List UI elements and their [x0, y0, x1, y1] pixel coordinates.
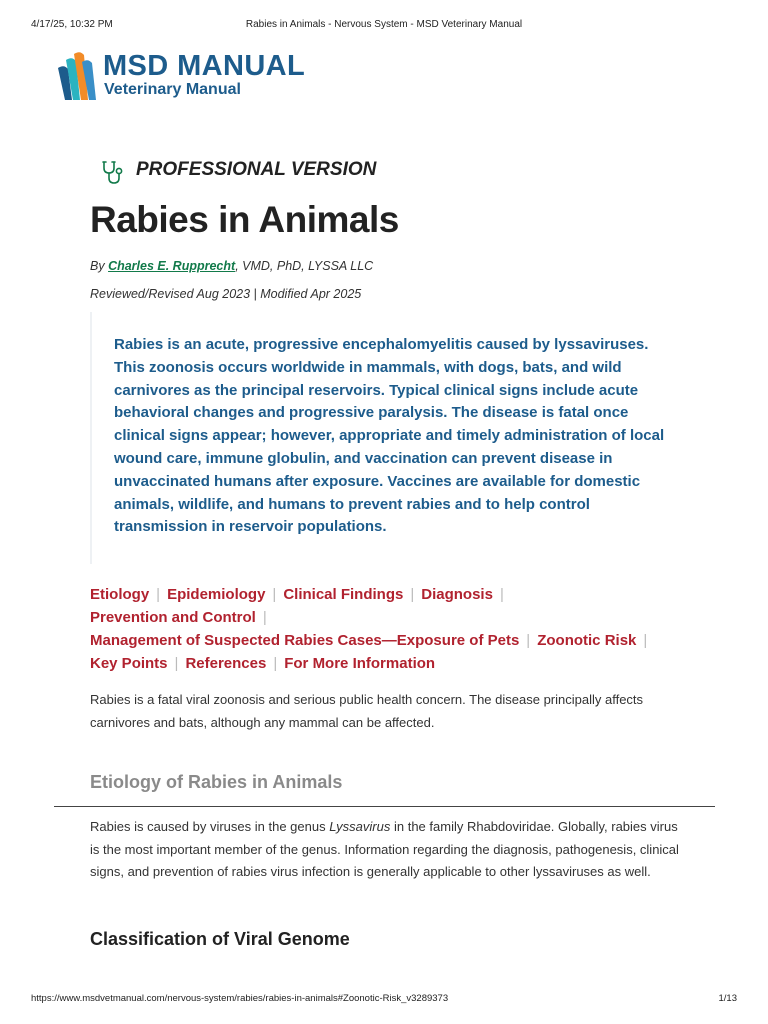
logo-subtitle: Veterinary Manual — [104, 81, 241, 98]
toc-link-epidemiology[interactable]: Epidemiology — [167, 586, 266, 603]
author-credentials: , VMD, PhD, LYSSA LLC — [235, 259, 374, 273]
toc-link-zoonotic-risk[interactable]: Zoonotic Risk — [537, 632, 637, 649]
etiology-text-end: in the family Rhabdoviridae. Globally, rabies virus is the most important member of the genus. Information regarding the diagnosis, pathogenesis, clinical signs, and prevention of rabies virus infection is generally applicable to other lyssaviruses as well. — [90, 819, 679, 880]
toc-link-diagnosis[interactable]: Diagnosis — [421, 586, 493, 603]
summary-text: Rabies is an acute, progressive encephalomyelitis caused by lyssaviruses. This zoonosis occurs worldwide in mammals, with dogs, bats, and wild carnivores as the principal reservoirs. Typical clinical signs include acute behavioral changes and progressive paralysis. The disease is fatal once clinical signs appear; however, appropriate and timely administration of local wound care, immune globulin, and vaccination can prevent disease in unvaccinated humans after exposure. Vaccines are available for domestic animals, wildlife, and humans to prevent rabies and to help control transmission in reservoir populations. — [114, 336, 665, 536]
toc-line — [90, 583, 690, 606]
toc-line — [90, 652, 690, 675]
genus-name: Lyssavirus — [329, 819, 391, 834]
byline-prefix: By — [90, 259, 109, 273]
toc-separator: | — [643, 632, 648, 649]
print-datetime: 4/17/25, 10:32 PM — [31, 19, 113, 30]
intro-paragraph: Rabies is a fatal viral zoonosis and serious public health concern. The disease principally affects carnivores and bats, although any mammal can be affected. — [90, 692, 644, 730]
msd-manual-logo[interactable] — [55, 50, 315, 102]
toc-separator: | — [499, 586, 504, 603]
toc-link-management-suspected-cases[interactable]: Management of Suspected Rabies Cases—Exposure of Pets — [90, 632, 520, 649]
toc-line — [90, 606, 690, 629]
toc-separator: | — [272, 586, 277, 603]
toc-separator: | — [526, 632, 531, 649]
toc-separator: | — [262, 609, 267, 626]
toc-link-prevention-control[interactable]: Prevention and Control — [90, 609, 256, 626]
byline — [90, 258, 373, 274]
section-heading-etiology: Etiology of Rabies in Animals — [90, 772, 343, 792]
print-header — [31, 19, 737, 33]
print-url: https://www.msdvetmanual.com/nervous-system/rabies/rabies-in-animals#Zoonotic-Risk_v3289373 — [31, 993, 449, 1004]
section-divider — [54, 806, 715, 807]
logo-title: MSD MANUAL — [103, 50, 306, 82]
author-link[interactable]: Charles E. Rupprecht — [108, 259, 236, 273]
toc-link-clinical-findings[interactable]: Clinical Findings — [283, 586, 404, 603]
topic-contents-nav — [90, 583, 690, 675]
subsection-heading: Classification of Viral Genome — [90, 929, 350, 949]
msd-stripes-logo-icon — [55, 50, 99, 100]
page-title: Rabies in Animals — [90, 199, 399, 240]
toc-separator: | — [156, 586, 161, 603]
toc-separator: | — [410, 586, 415, 603]
toc-separator: | — [273, 655, 278, 672]
version-label: PROFESSIONAL VERSION — [136, 159, 377, 180]
page-number: 1/13 — [718, 993, 737, 1004]
stethoscope-icon — [100, 159, 124, 185]
topic-summary — [90, 312, 690, 564]
toc-link-etiology[interactable]: Etiology — [90, 586, 150, 603]
etiology-text-start: Rabies is caused by viruses in the genus — [90, 819, 330, 834]
review-dates: Reviewed/Revised Aug 2023 | Modified Apr 2025 — [90, 287, 362, 301]
toc-separator: | — [174, 655, 179, 672]
toc-link-references[interactable]: References — [185, 655, 267, 672]
print-footer — [31, 993, 737, 1007]
print-doc-title: Rabies in Animals - Nervous System - MSD Veterinary Manual — [245, 19, 523, 30]
toc-link-more-information[interactable]: For More Information — [284, 655, 436, 672]
toc-line — [90, 629, 690, 652]
toc-link-key-points[interactable]: Key Points — [90, 655, 168, 672]
etiology-paragraph — [90, 816, 690, 884]
